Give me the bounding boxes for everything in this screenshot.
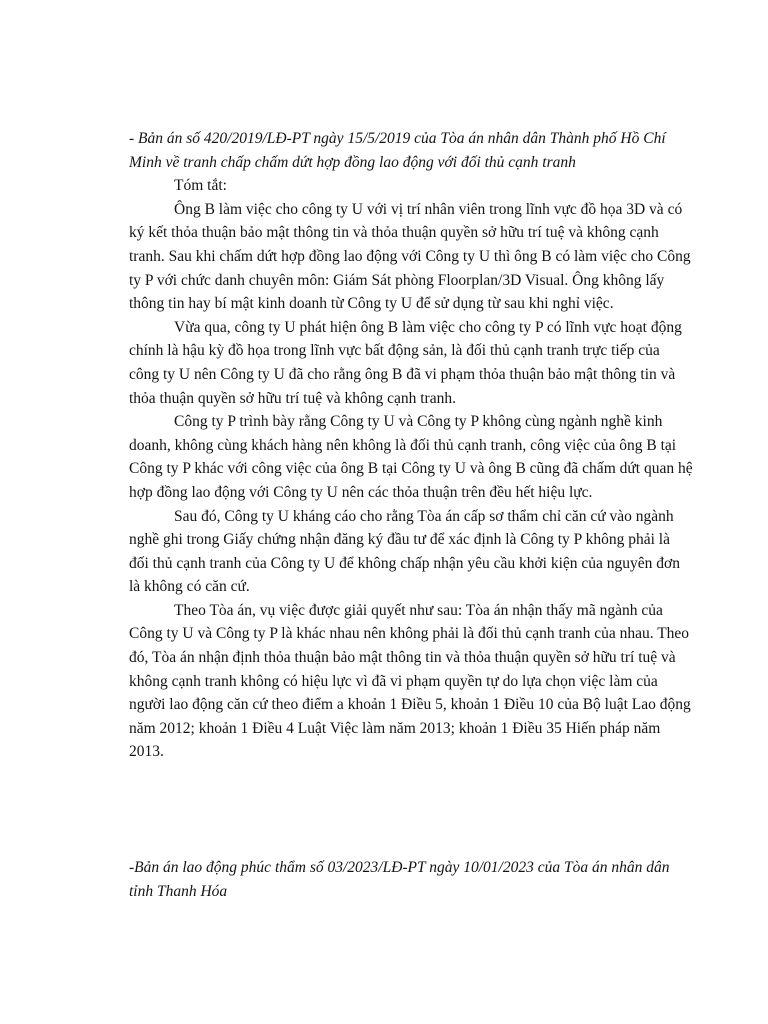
case-1-heading: - Bản án số 420/2019/LĐ-PT ngày 15/5/2019 của Tòa án nhân dân Thành phố Hồ Chí Minh về tranh chấp chấm dứt hợp đồng lao động với đối thủ cạnh tranh [129,130,666,171]
case-1-paragraph-1: Ông B làm việc cho công ty U với vị trí nhân viên trong lĩnh vực đồ họa 3D và có ký kết thỏa thuận bảo mật thông tin và thỏa thuận quyền sở hữu trí tuệ và không cạnh tranh. Sau khi chấm dứt hợp đồng lao động với Công ty U thì ông B có làm việc cho Công ty P với chức danh chuyên môn: Giám Sát phòng Floorplan/3D Visual. Ông không lấy thông tin hay bí mật kinh doanh từ Công ty U để sử dụng từ sau khi nghỉ việc. [129,200,691,313]
case-1-section [129,127,693,764]
summary-label: Tóm tắt: [174,177,227,195]
case-1-paragraph-5: Theo Tòa án, vụ việc được giải quyết như sau: Tòa án nhận thấy mã ngành của Công ty U và Công ty P là khác nhau nên không phải là đối thủ cạnh tranh của nhau. Theo đó, Tòa án nhận định thỏa thuận bảo mật thông tin và thỏa thuận quyền sở hữu trí tuệ và không cạnh tranh không có hiệu lực vì đã vi phạm quyền tự do lựa chọn việc làm của người lao động căn cứ theo điểm a khoản 1 Điều 5, khoản 1 Điều 10 của Bộ luật Lao động năm 2012; khoản 1 Điều 4 Luật Việc làm năm 2013; khoản 1 Điều 35 Hiến pháp năm 2013. [129,601,691,761]
case-1-paragraph-4: Sau đó, Công ty U kháng cáo cho rằng Tòa án cấp sơ thẩm chỉ căn cứ vào ngành nghề ghi trong Giấy chứng nhận đăng ký đầu tư để xác định là Công ty P không phải là đối thủ cạnh tranh của Công ty U để không chấp nhận yêu cầu khởi kiện của nguyên đơn là không có căn cứ. [129,507,680,596]
case-1-paragraph-2: Vừa qua, công ty U phát hiện ông B làm việc cho công ty P có lĩnh vực hoạt động chính là hậu kỳ đồ họa trong lĩnh vực bất động sản, là đối thủ cạnh tranh trực tiếp của công ty U nên Công ty U đã cho rằng ông B đã vi phạm thỏa thuận bảo mật thông tin và thỏa thuận quyền sở hữu trí tuệ và không cạnh tranh. [129,318,682,407]
case-2-heading: -Bản án lao động phúc thẩm số 03/2023/LĐ-PT ngày 10/01/2023 của Tòa án nhân dân tỉnh Thanh Hóa [129,859,670,900]
case-2-section [129,856,693,903]
case-1-paragraph-3: Công ty P trình bày rằng Công ty U và Công ty P không cùng ngành nghề kinh doanh, không cùng khách hàng nên không là đối thủ cạnh tranh, công việc của ông B tại Công ty P khác với công việc của ông B tại Công ty U và ông B cũng đã chấm dứt quan hệ hợp đồng lao động với Công ty U nên các thỏa thuận trên đều hết hiệu lực. [129,413,693,501]
